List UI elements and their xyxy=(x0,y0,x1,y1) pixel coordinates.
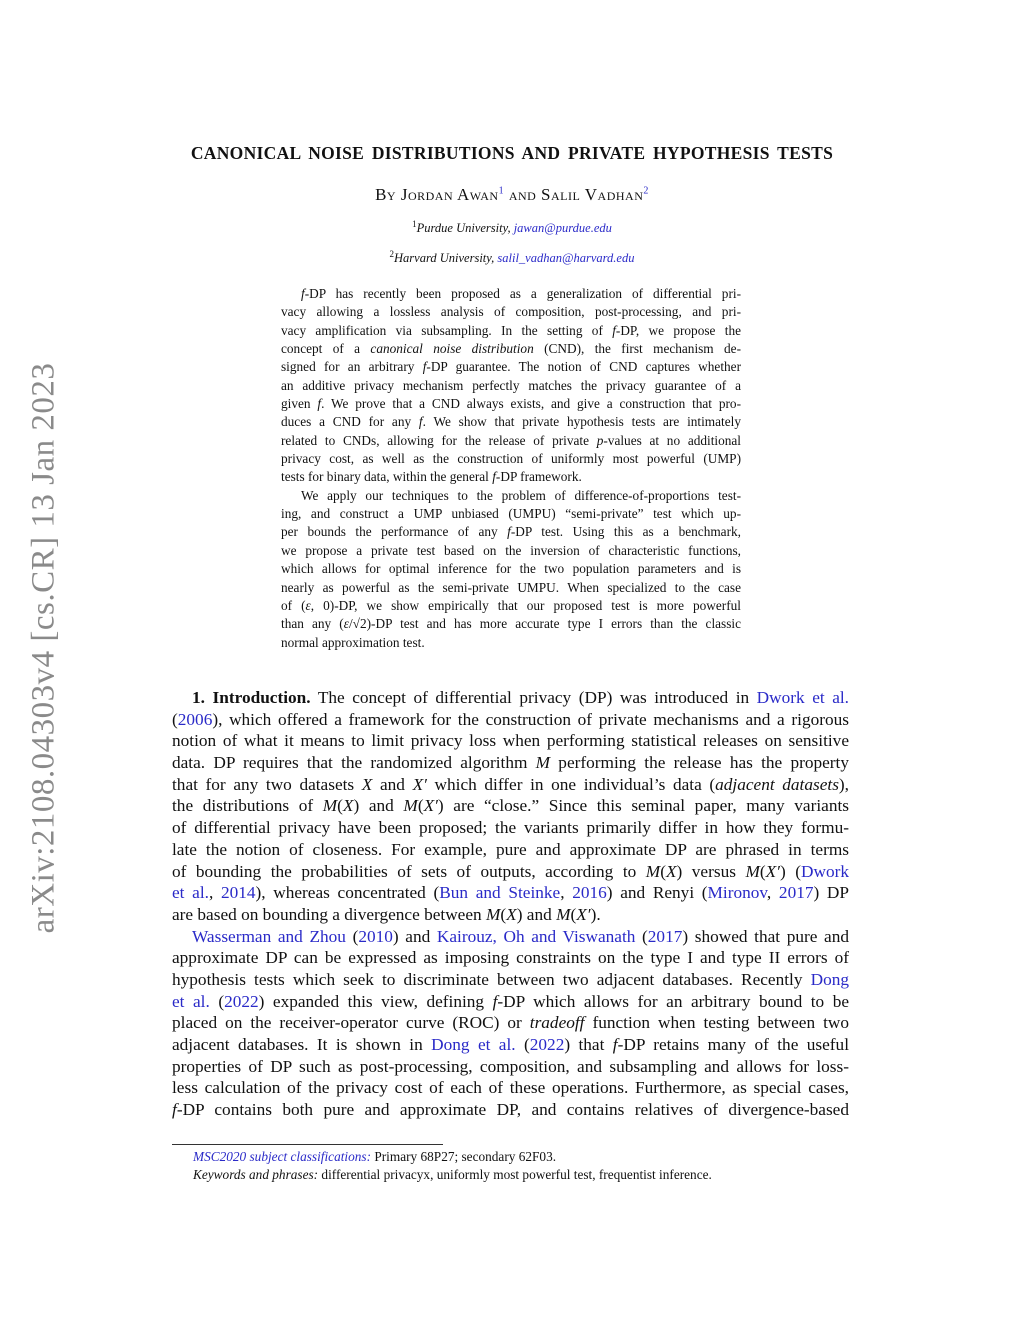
text-span: f xyxy=(612,322,616,338)
body-line xyxy=(172,926,849,948)
text-span: M xyxy=(535,753,551,773)
text-span: ) versus xyxy=(676,861,746,881)
text-span: ) and xyxy=(516,904,557,924)
body-line xyxy=(172,1077,849,1099)
text-span: concept of a xyxy=(281,341,371,357)
paper-title: CANONICAL NOISE DISTRIBUTIONS AND PRIVATE HYPOTHESIS TESTS xyxy=(190,143,834,163)
text-span: X′ xyxy=(423,796,438,816)
introduction-section xyxy=(172,687,849,1121)
citation-link[interactable]: Bun and Steinke xyxy=(439,883,561,903)
body-line xyxy=(172,1034,849,1056)
text-span: f xyxy=(317,396,322,412)
text-span: than any ( xyxy=(281,616,344,632)
text-span: ( xyxy=(660,861,666,881)
text-span: ) and Renyi ( xyxy=(606,883,708,903)
text-span: function when testing between two xyxy=(584,1013,849,1033)
footnote-divider xyxy=(172,1144,443,1145)
text-span: f xyxy=(422,359,427,375)
text-span: per bounds the performance of any xyxy=(281,524,508,540)
text-span: -values at no additional xyxy=(603,432,741,448)
text-span: ) and xyxy=(353,796,404,816)
text-span: performing the release has the property xyxy=(550,753,849,773)
author-1-footnote-mark[interactable]: 1 xyxy=(498,185,505,197)
msc-text: Primary 68P27; secondary 62F03. xyxy=(371,1149,557,1164)
text-span: X xyxy=(361,774,373,794)
text-span: f xyxy=(507,524,511,540)
abstract-line xyxy=(281,505,741,523)
text-span: -DP has recently been proposed as a generalization of differential pri- xyxy=(304,286,741,301)
text-span: ε xyxy=(343,616,349,632)
text-span: canonical noise distribution xyxy=(370,341,534,357)
text-span: vacy allowing a lossless analysis of composition, post-processing, and pri- xyxy=(281,304,741,320)
body-line xyxy=(172,861,849,883)
text-span: tests for binary data, within the general xyxy=(281,469,493,485)
text-span: -DP guarantee. The notion of CND captures whether xyxy=(426,359,742,375)
citation-link[interactable]: 2010 xyxy=(358,926,393,946)
text-span: notion of what it means to limit privacy loss when performing statistical releases on sensitive xyxy=(172,731,849,751)
text-span: data. DP requires that the randomized algorithm xyxy=(172,753,536,773)
text-span: -DP which allows for an arbitrary bound to be xyxy=(497,991,849,1011)
citation-link[interactable]: 2014 xyxy=(220,883,256,903)
text-span: -DP framework. xyxy=(495,469,582,485)
text-span: -DP, we propose the xyxy=(615,322,741,338)
abstract-line xyxy=(281,560,741,578)
body-line xyxy=(172,991,849,1013)
text-span: ) ( xyxy=(779,861,801,881)
text-span: p xyxy=(596,432,604,448)
text-span: privacy cost, as well as the construction of uniformly most powerful (UMP) xyxy=(281,451,741,467)
text-span: ( xyxy=(635,926,648,946)
text-span: X′ xyxy=(412,774,427,794)
keywords-label: Keywords and phrases: xyxy=(193,1167,319,1182)
citation-link[interactable]: Kairouz, Oh and Viswanath xyxy=(436,926,636,946)
abstract-line xyxy=(281,322,741,340)
affiliation-number: 2 xyxy=(389,249,395,259)
text-span: X xyxy=(665,861,677,881)
abstract-line xyxy=(281,487,741,505)
text-span: ). xyxy=(590,904,601,924)
abstract-line xyxy=(281,523,741,541)
text-span: f xyxy=(492,469,496,485)
abstract-line xyxy=(281,413,741,431)
text-span: less calculation of the privacy cost of each of these operations. Furthermore, as special cases, xyxy=(172,1078,849,1098)
abstract-line xyxy=(281,597,741,615)
text-span: duces a CND for any xyxy=(281,414,419,430)
text-span: f xyxy=(172,1100,177,1120)
text-span: nearly as powerful as the semi-private UMPU. When specialized to the case xyxy=(281,579,741,595)
text-span: . We prove that a CND always exists, and give a construction that pro- xyxy=(321,396,741,412)
text-span: ) expanded this view, defining xyxy=(258,991,493,1011)
abstract-line xyxy=(281,395,741,413)
text-span: of ( xyxy=(281,597,306,613)
msc-link[interactable]: MSC2020 subject classifications: xyxy=(193,1149,372,1164)
abstract-line xyxy=(281,468,741,486)
body-line xyxy=(172,1099,849,1121)
author-1: By Jordan Awan xyxy=(375,185,499,204)
text-span: ), which offered a framework for the construction of private mechanisms and a rigorous xyxy=(212,709,849,729)
text-span: ) showed that pure and xyxy=(682,926,850,946)
text-span: tradeoff xyxy=(529,1013,585,1033)
text-span: X′ xyxy=(576,904,591,924)
body-line xyxy=(172,1056,849,1078)
text-span: ) and xyxy=(392,926,437,946)
text-span: ( xyxy=(515,1035,530,1054)
text-span: ( xyxy=(172,709,178,729)
text-span: vacy amplification via subsampling. In the setting of xyxy=(281,322,613,338)
text-span: hypothesis tests which seek to discriminate between two adjacent databases. Recently xyxy=(172,969,811,989)
body-line xyxy=(172,947,849,969)
citation-link[interactable]: 2017 xyxy=(778,883,814,903)
text-span: M xyxy=(485,904,501,924)
text-span: we propose a private test based on the inversion of characteristic functions, xyxy=(281,542,741,558)
abstract-line xyxy=(281,358,741,376)
text-span: ( xyxy=(500,904,507,924)
text-span: M xyxy=(322,796,338,816)
text-span: ( xyxy=(345,926,359,946)
abstract-line xyxy=(281,634,741,652)
text-span: The concept of differential privacy (DP) was introduced in xyxy=(310,688,757,707)
text-span: of bounding the probabilities of sets of outputs, according to xyxy=(172,861,646,881)
abstract-line xyxy=(281,542,741,560)
citation-link[interactable]: 2016 xyxy=(572,883,607,903)
text-span: ) that xyxy=(564,1035,613,1054)
affiliation-institution: Harvard University, xyxy=(394,251,498,266)
affiliation-institution: Purdue University, xyxy=(416,221,514,236)
citation-link[interactable]: Dwork xyxy=(801,861,849,881)
text-span: are based on bounding a divergence between xyxy=(172,904,486,924)
body-line xyxy=(172,687,849,709)
citation-link[interactable]: Dong xyxy=(810,969,849,989)
text-span: . We show that private hypothesis tests are intimately xyxy=(422,414,741,430)
citation-link[interactable]: 2022 xyxy=(224,991,259,1011)
text-span: X′ xyxy=(765,861,780,881)
msc-classification xyxy=(193,1149,556,1165)
citation-link[interactable]: Wasserman and Zhou xyxy=(192,926,346,946)
text-span: /√2)-DP test and has more accurate type I errors than the classic xyxy=(348,616,742,632)
citation-link[interactable]: Mironov xyxy=(707,883,767,903)
text-span: -DP test. Using this as a benchmark, xyxy=(510,524,741,540)
text-span: ), xyxy=(838,774,849,794)
text-span: f xyxy=(301,286,305,301)
text-span: the distributions of xyxy=(172,796,323,816)
text-span: late the notion of closeness. For example, pure and approximate DP are phrased in terms xyxy=(172,839,849,859)
section-heading: 1. Introduction. xyxy=(192,688,311,707)
text-span: placed on the receiver-operator curve (ROC) or xyxy=(172,1013,530,1033)
body-line xyxy=(172,904,849,926)
abstract-line xyxy=(281,615,741,633)
text-span: of differential privacy have been proposed; the variants primarily differ in how they formu- xyxy=(172,818,849,838)
arxiv-stamp: arXiv:2108.04303v4 [cs.CR] 13 Jan 2023 xyxy=(25,362,62,934)
citation-link[interactable]: et al. xyxy=(172,991,210,1011)
text-span: ing, and construct a UMP unbiased (UMPU) “semi-private” test which up- xyxy=(281,506,741,522)
text-span: ε xyxy=(305,597,311,613)
citation-link[interactable]: et al. xyxy=(172,883,209,903)
text-span: normal approximation test. xyxy=(281,634,425,650)
text-span: M xyxy=(745,861,760,881)
body-line xyxy=(172,730,849,752)
text-span: M xyxy=(556,904,571,924)
text-span: X xyxy=(506,904,517,924)
text-span: ( xyxy=(337,796,343,816)
citation-link[interactable]: 2017 xyxy=(647,926,683,946)
keywords xyxy=(193,1167,712,1183)
text-span: ( xyxy=(759,861,766,881)
text-span: f xyxy=(418,414,423,430)
text-span: (CND), the first mechanism de- xyxy=(533,341,741,357)
body-line xyxy=(172,969,849,991)
body-line xyxy=(172,752,849,774)
body-line xyxy=(172,774,849,796)
text-span: ) are “close.” Since this seminal paper, many variants xyxy=(437,796,849,816)
body-line xyxy=(172,709,849,731)
text-span: , xyxy=(560,883,573,903)
abstract-line xyxy=(281,450,741,468)
text-span: f xyxy=(492,991,498,1011)
body-line xyxy=(172,817,849,839)
author-2: and Salil Vadhan xyxy=(504,185,644,204)
text-span: M xyxy=(645,861,661,881)
email-link[interactable]: jawan@purdue.edu xyxy=(513,221,612,236)
email-link[interactable]: salil_vadhan@harvard.edu xyxy=(497,251,635,266)
text-span: which allows for optimal inference for the two population parameters and is xyxy=(281,561,741,577)
text-span: an additive privacy mechanism perfectly matches the privacy guarantee of a xyxy=(281,377,741,393)
text-span: M xyxy=(403,796,418,816)
text-span: given xyxy=(281,396,318,412)
text-span: related to CNDs, allowing for the release of private xyxy=(281,432,597,448)
authors xyxy=(0,185,1024,205)
text-span: ( xyxy=(570,904,577,924)
affiliation-2 xyxy=(0,249,1024,266)
abstract-line xyxy=(281,377,741,395)
text-span: properties of DP such as post-processing, composition, and subsampling and allows for loss- xyxy=(172,1056,849,1076)
text-span: that for any two datasets xyxy=(172,774,362,794)
abstract-line xyxy=(281,432,741,450)
citation-link[interactable]: Dong et al. xyxy=(431,1035,516,1054)
author-2-footnote-mark[interactable]: 2 xyxy=(643,185,649,197)
affiliation-number: 1 xyxy=(412,219,417,229)
text-span: approximate DP can be expressed as imposing constraints on the type I and type II errors of xyxy=(172,948,849,968)
text-span: -DP retains many of the useful xyxy=(617,1035,849,1054)
text-span: adjacent databases. It is shown in xyxy=(172,1035,432,1054)
citation-link[interactable]: Dwork et al. xyxy=(756,688,849,707)
text-span: ( xyxy=(209,991,225,1011)
text-span: We apply our techniques to the problem of difference-of-proportions test- xyxy=(301,487,741,503)
body-line xyxy=(172,882,849,904)
text-span: which differ in one individual’s data ( xyxy=(426,774,716,794)
abstract-line xyxy=(281,285,741,303)
body-line xyxy=(172,839,849,861)
text-span: -DP contains both pure and approximate DP, and contains relatives of divergence-based xyxy=(176,1100,849,1120)
text-span: , xyxy=(766,883,779,903)
body-line xyxy=(172,795,849,817)
text-span: f xyxy=(612,1035,618,1054)
abstract-line xyxy=(281,579,741,597)
abstract-line xyxy=(281,303,741,321)
body-line xyxy=(172,1012,849,1034)
citation-link[interactable]: 2006 xyxy=(177,709,213,729)
text-span: ) DP xyxy=(813,883,850,903)
citation-link[interactable]: 2022 xyxy=(529,1035,565,1054)
text-span: , 0)-DP, we show empirically that our proposed test is more powerful xyxy=(310,597,741,613)
text-span: adjacent datasets xyxy=(715,774,839,794)
text-span: ( xyxy=(417,796,424,816)
abstract xyxy=(281,285,741,652)
text-span: ), whereas concentrated ( xyxy=(255,883,440,903)
text-span: , xyxy=(208,883,221,903)
text-span: and xyxy=(372,774,413,794)
affiliation-1 xyxy=(0,219,1024,236)
text-span: signed for an arbitrary xyxy=(281,359,423,375)
keywords-text: differential privacyx, uniformly most powerful test, frequentist inference. xyxy=(318,1167,712,1182)
abstract-line xyxy=(281,340,741,358)
text-span: X xyxy=(342,796,354,816)
